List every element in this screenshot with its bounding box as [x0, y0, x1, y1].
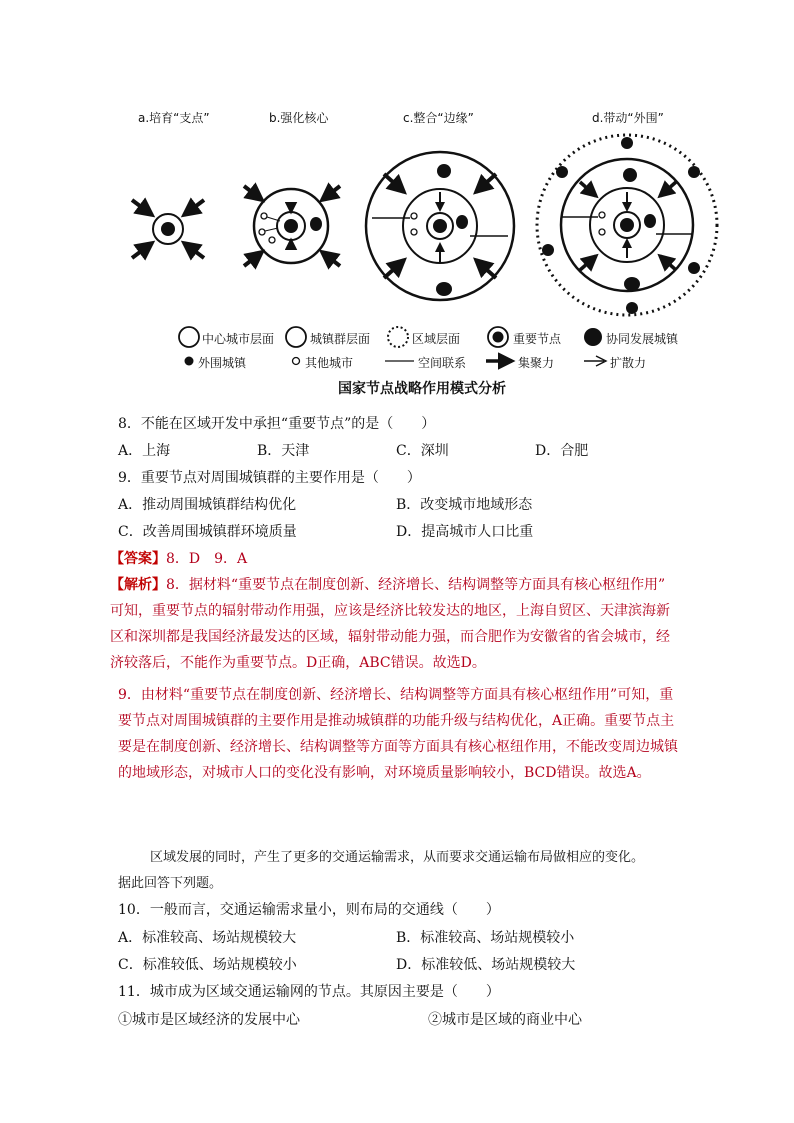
analysis-q9-line-4: 的地域形态，对城市人口的变化没有影响，对环境质量影响较小，BCD错误。故选A。	[118, 765, 651, 781]
legend-label-outer-town: 外围城镇	[198, 356, 247, 370]
q9-option-d: D．提高城市人口比重	[396, 524, 534, 540]
panel-label-c: c.整合“边缘”	[403, 111, 474, 125]
q11-stem: 11．城市成为区域交通运输网的节点。其原因主要是（ ）	[118, 984, 500, 1000]
analysis-q8-line-1: 8．据材料“重要节点在制度创新、经济增长、结构调整等方面具有核心枢纽作用”	[166, 577, 666, 593]
legend-label-region: 区域层面	[412, 332, 461, 346]
q10-option-c: C．标准较低、场站规模较小	[118, 957, 297, 973]
panel-b-diagram	[244, 186, 340, 266]
analysis-q9-line-2: 要节点对周围城镇群的主要作用是推动城镇群的功能升级与结构优化，A正确。重要节点主	[118, 713, 675, 729]
analysis-q8-line-4: 济较落后，不能作为重要节点。D正确，ABC错误。故选D。	[110, 655, 486, 671]
answer-line	[110, 548, 247, 568]
panel-a-diagram	[132, 200, 204, 258]
node-strategy-diagram	[0, 0, 794, 380]
q10-option-b: B．标准较高、场站规模较小	[396, 930, 575, 946]
q9-option-b: B．改变城市地域形态	[396, 497, 533, 513]
q8-option-c: C．深圳	[396, 443, 449, 459]
panel-label-b: b.强化核心	[269, 111, 329, 125]
legend-label-other-city: 其他城市	[305, 356, 354, 370]
intro-line-1: 区域发展的同时，产生了更多的交通运输需求，从而要求交通运输布局做相应的变化。	[150, 850, 645, 865]
answer-tag: 【答案】	[110, 551, 166, 567]
intro-line-2: 据此回答下列题。	[118, 876, 223, 891]
analysis-q9-line-1: 9．由材料“重要节点在制度创新、经济增长、结构调整等方面具有核心枢纽作用”可知，重	[118, 687, 674, 703]
analysis-q9	[118, 682, 678, 786]
legend-label-coop-town: 协同发展城镇	[606, 332, 679, 346]
figure-caption: 国家节点战略作用模式分析	[338, 381, 506, 397]
q10-stem: 10．一般而言，交通运输需求量小，则布局的交通线（ ）	[118, 902, 500, 918]
legend-label-agglomeration: 集聚力	[518, 356, 555, 370]
panel-d-diagram	[537, 135, 717, 315]
legend-label-diffusion: 扩散力	[610, 356, 647, 370]
legend-label-town-group: 城镇群层面	[310, 332, 371, 346]
legend-label-central-city: 中心城市层面	[202, 332, 275, 346]
q10-option-d: D．标准较低、场站规模较大	[396, 957, 576, 973]
q10-option-a: A．标准较高、场站规模较大	[118, 930, 297, 946]
panel-label-d: d.带动“外围”	[592, 111, 664, 125]
analysis-q8-line-2: 可知，重要节点的辐射带动作用强，应该是经济比较发达的地区，上海自贸区、天津滨海新	[110, 603, 670, 619]
q11-option-2: ②城市是区域的商业中心	[428, 1012, 582, 1028]
analysis-tag: 【解析】	[110, 577, 166, 593]
q9-option-c: C．改善周围城镇群环境质量	[118, 524, 297, 540]
q11-option-1: ①城市是区域经济的发展中心	[118, 1012, 300, 1028]
panel-label-a: a.培育“支点”	[138, 111, 210, 125]
legend-label-spatial-link: 空间联系	[418, 356, 467, 370]
q8-option-a: A．上海	[118, 443, 171, 459]
analysis-q8	[110, 572, 670, 676]
q8-option-b: B．天津	[257, 443, 310, 459]
q9-stem: 9．重要节点对周围城镇群的主要作用是（ ）	[118, 470, 421, 486]
panel-c-diagram	[366, 152, 514, 300]
q8-option-d: D．合肥	[535, 443, 589, 459]
answer-text: 8．D 9．A	[166, 551, 248, 567]
analysis-q9-line-3: 要是在制度创新、经济增长、结构调整等方面等方面具有核心枢纽作用，不能改变周边城镇	[118, 739, 678, 755]
legend-label-key-node: 重要节点	[513, 332, 562, 346]
q8-stem: 8．不能在区域开发中承担“重要节点”的是（ ）	[118, 416, 436, 432]
analysis-q8-line-3: 区和深圳都是我国经济最发达的区域，辐射带动能力强，而合肥作为安徽省的省会城市，经	[110, 629, 670, 645]
q9-option-a: A．推动周围城镇群结构优化	[118, 497, 297, 513]
